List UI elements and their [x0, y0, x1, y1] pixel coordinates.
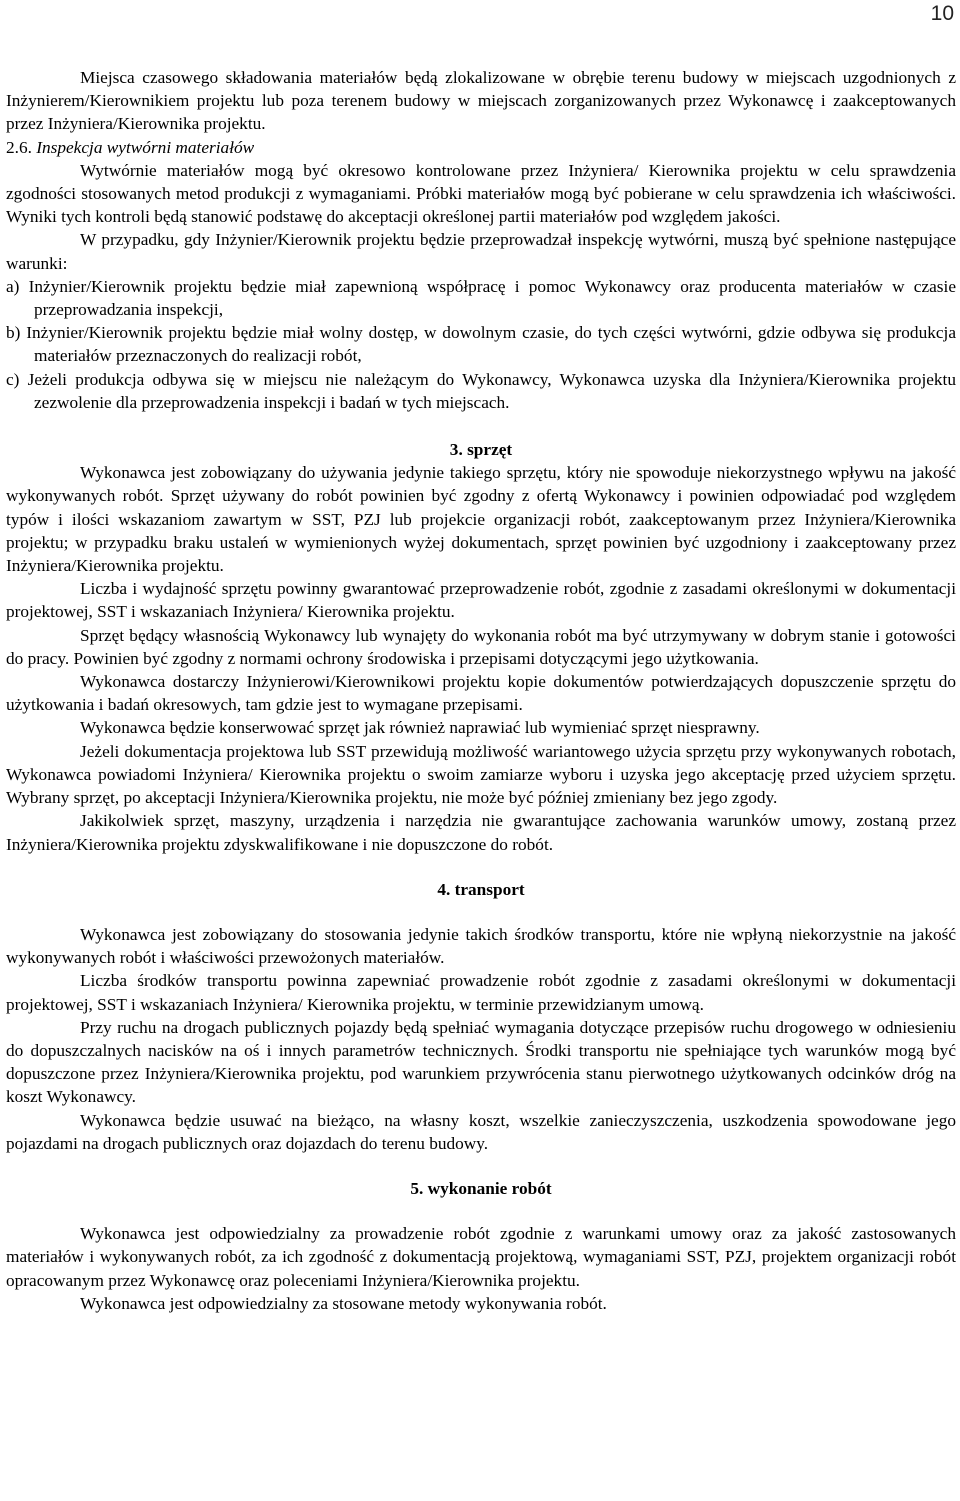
- page-number: 10: [930, 2, 954, 25]
- section-title: Inspekcja wytwórni materiałów: [36, 137, 255, 157]
- section-2-6-heading: [6, 136, 956, 159]
- section-4-paragraph: Przy ruchu na drogach publicznych pojazdy będą spełniać wymagania dotyczące przepisów ruchu drogowego w odniesieniu do dopuszczalnych nacisków na oś i innych parametrów technicznych. Środki transportu nie spełniające tych warunków mogą być dopuszczone przez Inżyniera/Kierownika projektu, pod warunkiem przywrócenia stanu pierwotnego użytkowanych odcinków dróg na koszt Wykonawcy.: [6, 1017, 956, 1107]
- list-item-a: a) Inżynier/Kierownik projektu będzie miał zapewnioną współpracę i pomoc Wykonawcy oraz producenta materiałów w czasie przeprowadzania inspekcji,: [6, 276, 956, 320]
- document-body: [6, 66, 956, 1315]
- section-5-heading: 5. wykonanie robót: [410, 1178, 552, 1198]
- list-item-b: b) Inżynier/Kierownik projektu będzie miał wolny dostęp, w dowolnym czasie, do tych części wytwórni, gdzie odbywa się produkcja materiałów przeznaczonych do realizacji robót,: [6, 323, 956, 366]
- section-3-paragraph: Wykonawca dostarczy Inżynierowi/Kierownikowi projektu kopie dokumentów potwierdzających dopuszczenie sprzętu do użytkowania i badań okresowych, tam gdzie jest to wymagane przepisami.: [6, 672, 956, 715]
- section-2-6-paragraph-2: W przypadku, gdy Inżynier/Kierownik projektu będzie przeprowadzał inspekcję wytwórni, muszą być spełnione następujące warunki:: [6, 230, 956, 273]
- list-item-c: c) Jeżeli produkcja odbywa się w miejscu nie należącym do Wykonawcy, Wykonawca uzyska dla Inżyniera/Kierownika projektu zezwolenie dla przeprowadzenia inspekcji i badań w tych miejscach.: [6, 369, 956, 412]
- section-3-paragraph: Jakikolwiek sprzęt, maszyny, urządzenia i narzędzia nie gwarantujące zachowania warunków umowy, zostaną przez Inżyniera/Kierownika projektu zdyskwalifikowane i nie dopuszczone do robót.: [6, 811, 956, 854]
- section-3-paragraph: Jeżeli dokumentacja projektowa lub SST przewidują możliwość wariantowego użycia sprzętu przy wykonywanych robotach, Wykonawca powiadomi Inżyniera/ Kierownika projektu o swoim zamiarze wyboru i uzyska jego akceptację przed użyciem sprzętu. Wybrany sprzęt, po akceptacji Inżyniera/Kierownika projektu, nie może być później zmieniany bez jego zgody.: [6, 741, 956, 808]
- section-2-6-paragraph-1: Wytwórnie materiałów mogą być okresowo kontrolowane przez Inżyniera/ Kierownika projektu w celu sprawdzenia zgodności stosowanych metod produkcji z wymaganiami. Próbki materiałów mogą być pobierane w celu sprawdzenia ich właściwości. Wyniki tych kontroli będą stanowić podstawę do akceptacji określonej partii materiałów pod względem jakości.: [6, 160, 956, 227]
- section-3-paragraph: Wykonawca jest zobowiązany do używania jedynie takiego sprzętu, który nie spowoduje niekorzystnego wpływu na jakość wykonywanych robót. Sprzęt używany do robót powinien być zgodny z ofertą Wykonawcy i powinien odpowiadać pod względem typów i ilości wskazaniom zawartym w SST, PZJ lub projekcie organizacji robót, zaakceptowanym przez Inżyniera/Kierownika projektu; w przypadku braku ustaleń w wymienionych wyżej dokumentach, sprzęt powinien być uzgodniony i zaakceptowany przez Inżyniera/Kierownika projektu.: [6, 463, 956, 576]
- section-4-paragraph: Wykonawca jest zobowiązany do stosowania jedynie takich środków transportu, które nie wpłyną niekorzystnie na jakość wykonywanych robót i właściwości przewożonych materiałów.: [6, 924, 956, 968]
- section-2-5-paragraph: Miejsca czasowego składowania materiałów będą zlokalizowane w obrębie terenu budowy w miejscach uzgodnionych z Inżynierem/Kierownikiem projektu lub poza terenem budowy w miejscach zorganizowanych przez Wykonawcę i zaakceptowanych przez Inżyniera/Kierownika projektu.: [6, 68, 956, 134]
- section-3-heading: 3. sprzęt: [449, 440, 513, 460]
- section-3-paragraph: Sprzęt będący własnością Wykonawcy lub wynajęty do wykonania robót ma być utrzymywany w dobrym stanie i gotowości do pracy. Powinien być zgodny z normami ochrony środowiska i przepisami dotyczącymi jego użytkowania.: [6, 625, 956, 668]
- section-3-paragraph: Wykonawca będzie konserwować sprzęt jak również naprawiać lub wymieniać sprzęt niesprawny.: [80, 718, 760, 738]
- section-3-paragraph: Liczba i wydajność sprzętu powinny gwarantować przeprowadzenie robót, zgodnie z zasadami określonymi w dokumentacji projektowej, SST i wskazaniach Inżyniera/ Kierownika projektu.: [6, 579, 956, 622]
- section-4-heading: 4. transport: [437, 879, 525, 899]
- section-number: 2.6.: [6, 137, 32, 157]
- section-5-paragraph: Wykonawca jest odpowiedzialny za prowadzenie robót zgodnie z warunkami umowy oraz za jakość zastosowanych materiałów i wykonywanych robót, za ich zgodność z dokumentacją projektową, wymaganiami SST, PZJ, projektem organizacji robót opracowanym przez Wykonawcę oraz poleceniami Inżyniera/Kierownika projektu.: [6, 1224, 956, 1290]
- section-4-paragraph: Wykonawca będzie usuwać na bieżąco, na własny koszt, wszelkie zanieczyszczenia, uszkodzenia spowodowane jego pojazdami na drogach publicznych oraz dojazdach do terenu budowy.: [6, 1110, 956, 1153]
- section-4-paragraph: Liczba środków transportu powinna zapewniać prowadzenie robót zgodnie z zasadami określonymi w dokumentacji projektowej, SST i wskazaniach Inżyniera/ Kierownika projektu, w terminie przewidzianym umową.: [6, 971, 956, 1014]
- section-5-paragraph: Wykonawca jest odpowiedzialny za stosowane metody wykonywania robót.: [80, 1293, 607, 1313]
